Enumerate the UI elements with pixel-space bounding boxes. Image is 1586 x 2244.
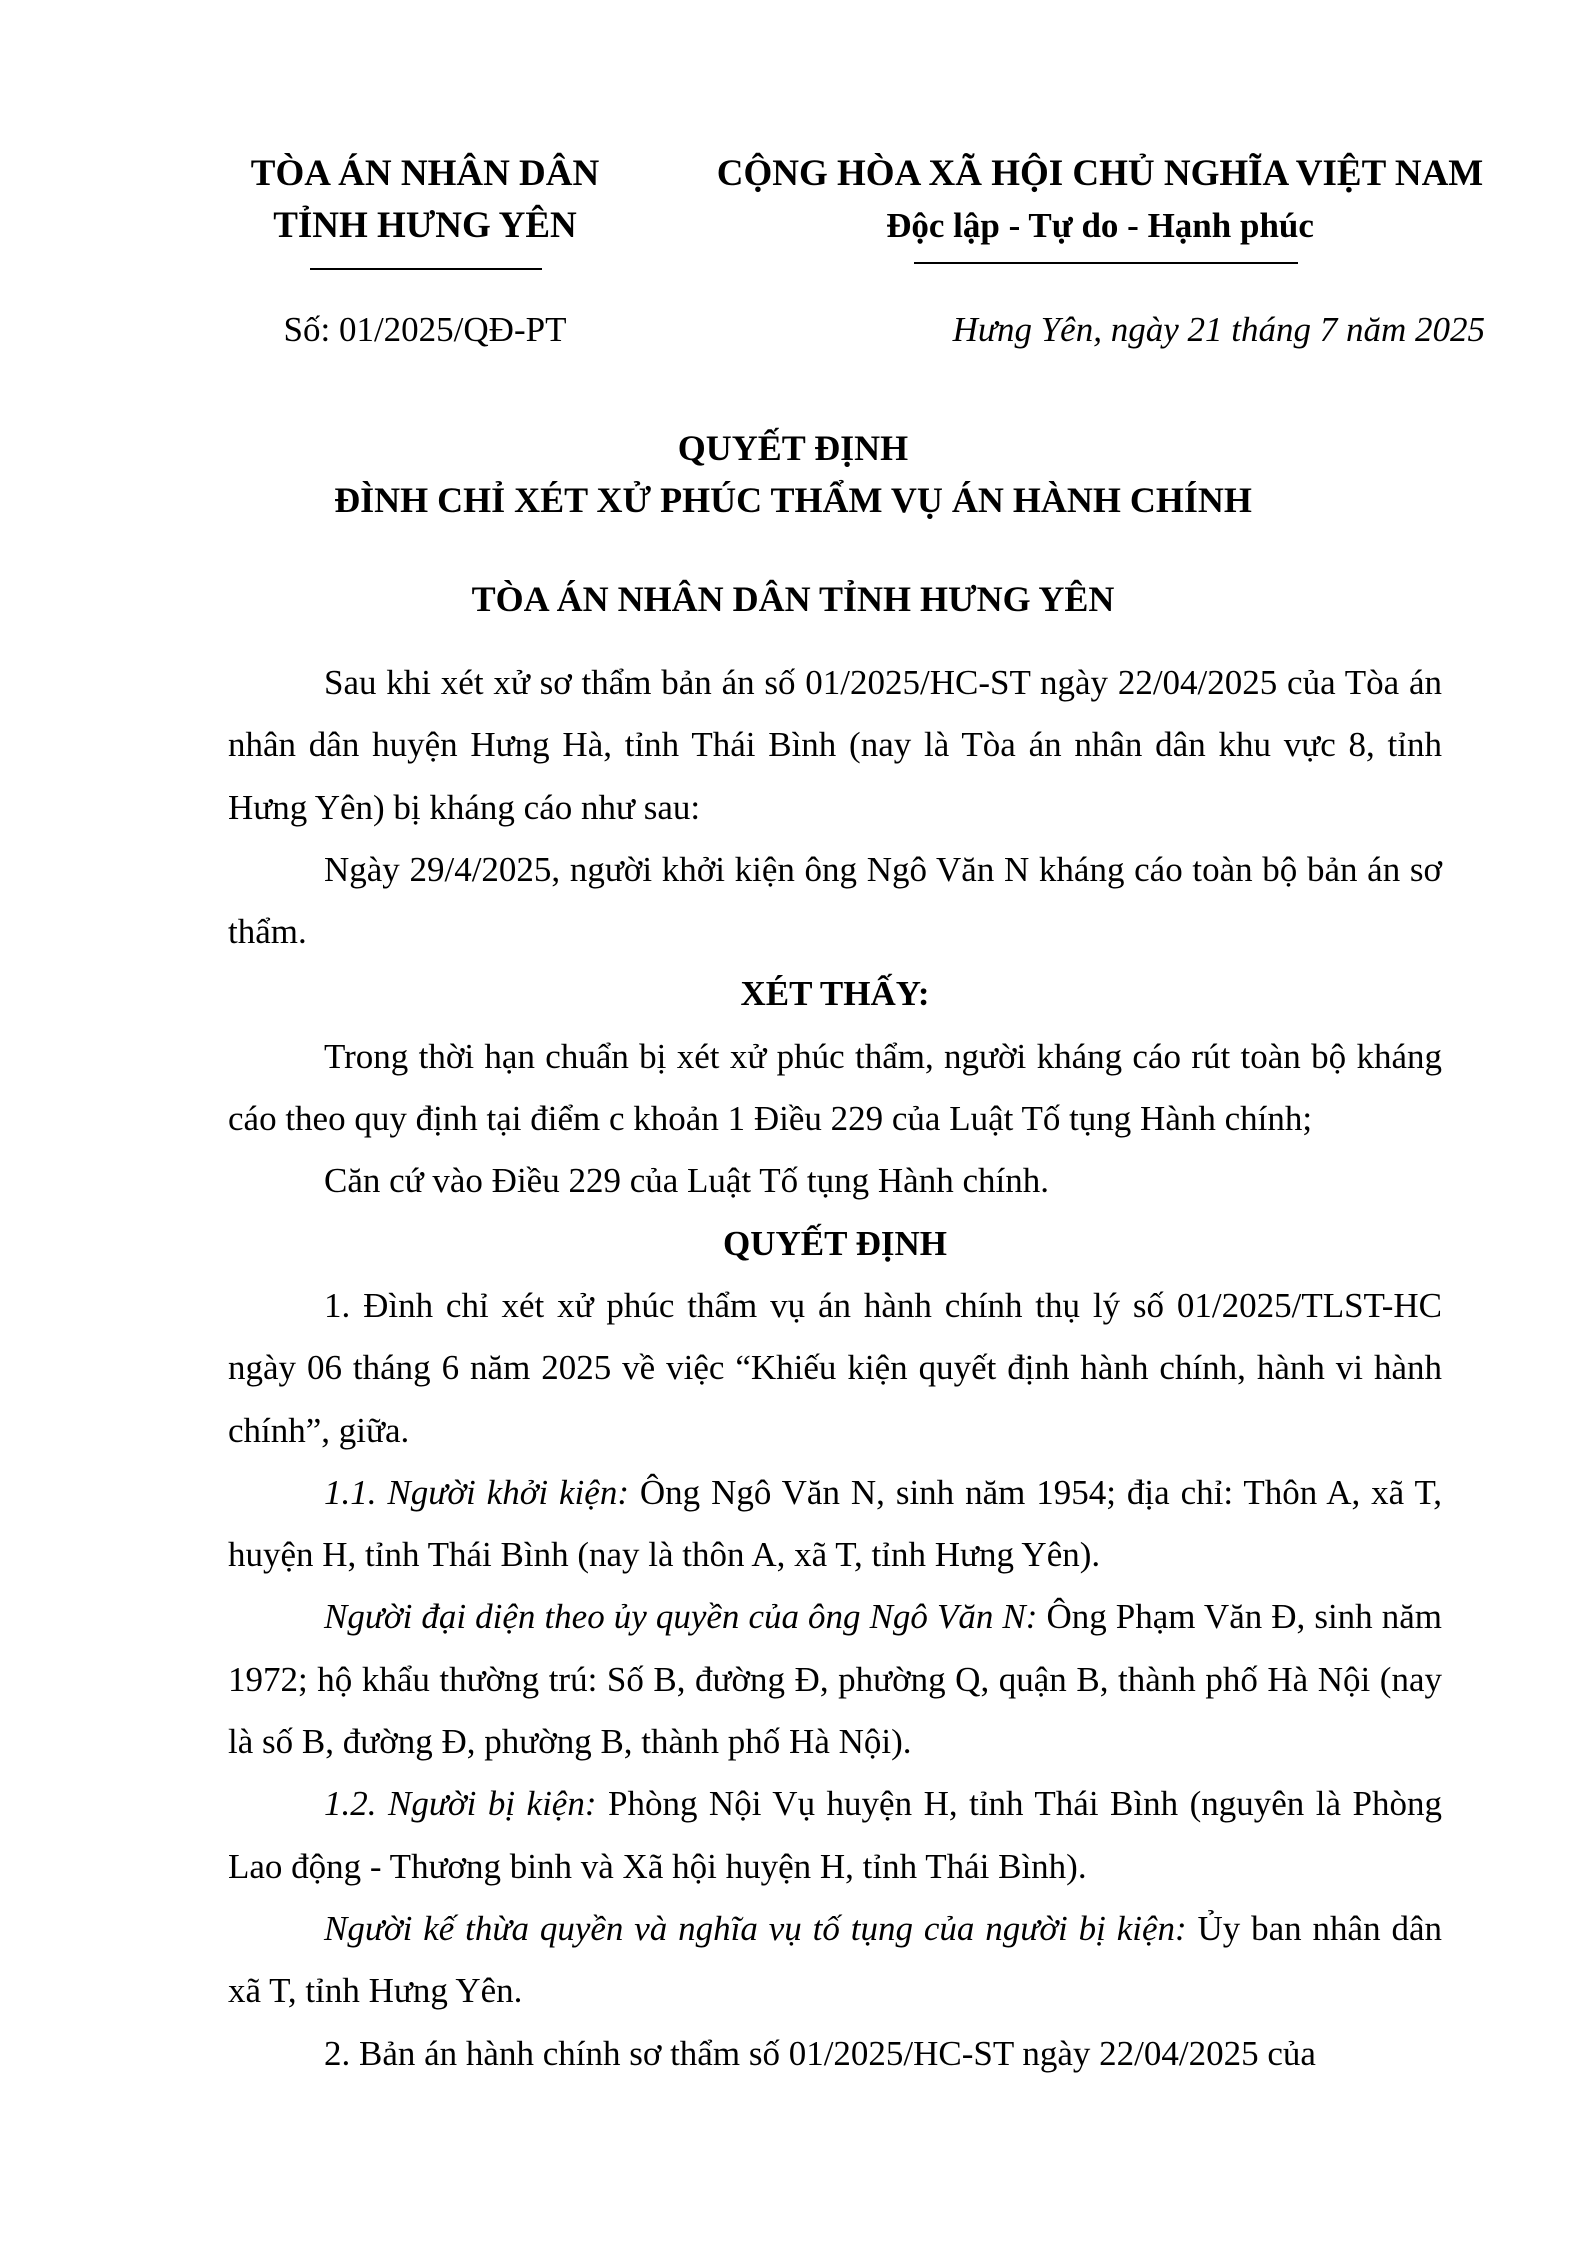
motto-underline: [914, 262, 1298, 264]
paragraph-successor: [228, 1898, 1442, 2023]
paragraph-plaintiff: [228, 1462, 1442, 1587]
national-motto: Độc lập - Tự do - Hạnh phúc: [886, 206, 1314, 245]
successor-details: Ủy ban nhân dân xã T, tỉnh Hưng Yên.: [228, 1908, 1442, 2011]
defendant-label: 1.2. Người bị kiện:: [324, 1784, 597, 1824]
document-subtitle: ĐÌNH CHỈ XÉT XỬ PHÚC THẨM VỤ ÁN HÀNH CHÍNH: [334, 480, 1252, 520]
defendant-details: Phòng Nội Vụ huyện H, tỉnh Thái Bình (nguyên là Phòng Lao động - Thương binh và Xã hội huyện H, tỉnh Thái Bình).: [228, 1784, 1442, 1886]
representative-label: Người đại diện theo ủy quyền của ông Ngô Văn N:: [324, 1597, 1038, 1637]
plaintiff-details: Ông Ngô Văn N, sinh năm 1954; địa chỉ: Thôn A, xã T, huyện H, tỉnh Thái Bình (nay là thôn A, xã T, tỉnh Hưng Yên).: [228, 1472, 1442, 1575]
national-header-block: [700, 148, 1500, 252]
paragraph-background: Sau khi xét xử sơ thẩm bản án số 01/2025/HC-ST ngày 22/04/2025 của Tòa án nhân dân huyện Hưng Hà, tỉnh Thái Bình (nay là Tòa án nhân dân khu vực 8, tỉnh Hưng Yên) bị kháng cáo như sau:: [228, 663, 1442, 827]
issuing-court: TÒA ÁN NHÂN DÂN TỈNH HƯNG YÊN: [471, 579, 1115, 619]
paragraph-decision-1: 1. Đình chỉ xét xử phúc thẩm vụ án hành chính thụ lý số 01/2025/TLST-HC ngày 06 tháng 6 năm 2025 về việc “Khiếu kiện quyết định hành chính, hành vi hành chính”, giữa.: [228, 1285, 1442, 1450]
country-name: CỘNG HÒA XÃ HỘI CHỦ NGHĨA VIỆT NAM: [716, 153, 1484, 194]
document-number: Số: 01/2025/QĐ-PT: [283, 310, 567, 349]
court-name-underline: [310, 268, 542, 270]
document-title: QUYẾT ĐỊNH: [677, 428, 909, 468]
court-name-line2: TỈNH HƯNG YÊN: [273, 205, 577, 246]
place-and-date: Hưng Yên, ngày 21 tháng 7 năm 2025: [952, 310, 1485, 349]
paragraph-defendant: [228, 1773, 1442, 1898]
paragraph-representative: [228, 1586, 1442, 1773]
representative-details: Ông Phạm Văn Đ, sinh năm 1972; hộ khẩu thường trú: Số B, đường Đ, phường Q, quận B, thành phố Hà Nội (nay là số B, đường Đ, phường B, thành phố Hà Nội).: [228, 1597, 1442, 1762]
paragraph-legal-basis: Căn cứ vào Điều 229 của Luật Tố tụng Hành chính.: [324, 1161, 1049, 1201]
court-name-block: [225, 148, 625, 252]
paragraph-decision-2: 2. Bản án hành chính sơ thẩm số 01/2025/HC-ST ngày 22/04/2025 của: [324, 2033, 1316, 2073]
plaintiff-label: 1.1. Người khởi kiện:: [324, 1472, 629, 1512]
heading-decision: QUYẾT ĐỊNH: [723, 1223, 947, 1263]
heading-findings: XÉT THẤY:: [740, 974, 930, 1014]
successor-label: Người kế thừa quyền và nghĩa vụ tố tụng của người bị kiện:: [324, 1908, 1187, 1948]
paragraph-appeal: Ngày 29/4/2025, người khởi kiện ông Ngô Văn N kháng cáo toàn bộ bản án sơ thẩm.: [228, 849, 1442, 952]
paragraph-withdrawal: Trong thời hạn chuẩn bị xét xử phúc thẩm, người kháng cáo rút toàn bộ kháng cáo theo quy định tại điểm c khoản 1 Điều 229 của Luật Tố tụng Hành chính;: [228, 1036, 1442, 1139]
document-body: [228, 652, 1442, 2085]
court-name-line1: TÒA ÁN NHÂN DÂN: [250, 153, 600, 194]
